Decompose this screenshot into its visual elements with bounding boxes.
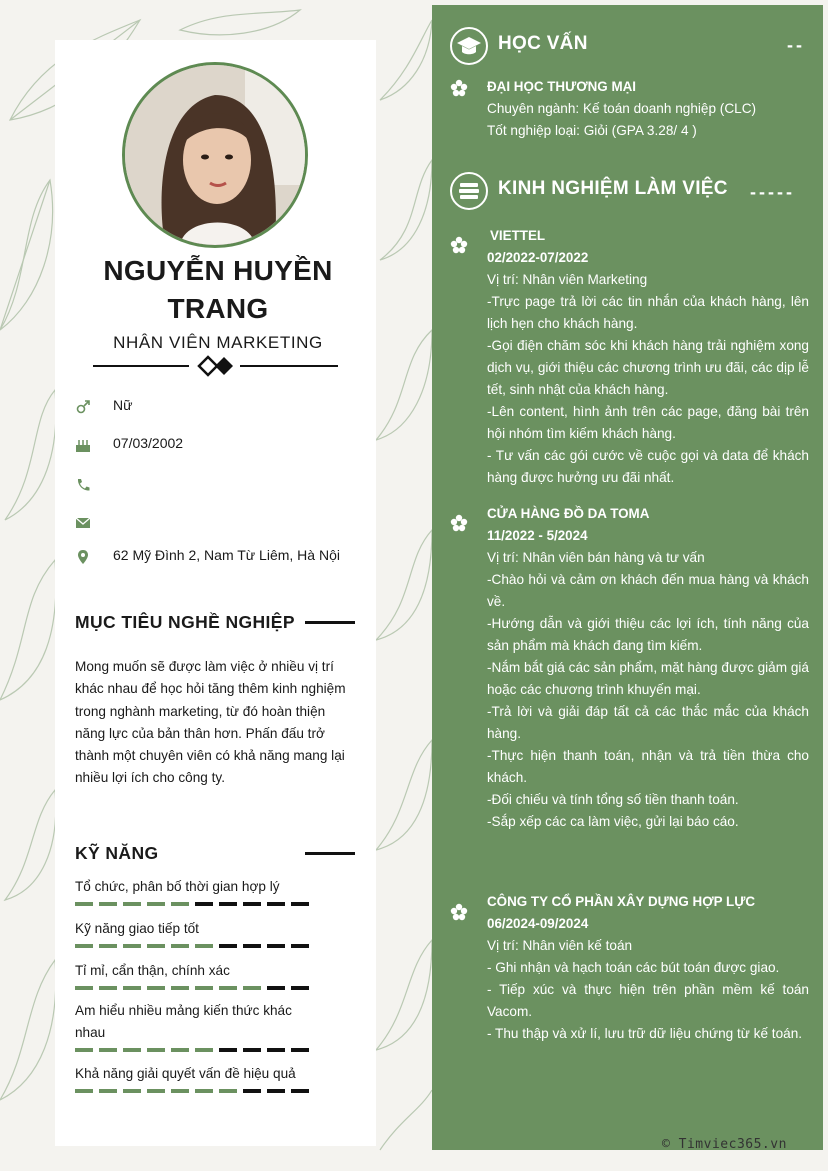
right-panel — [432, 5, 823, 1150]
skill-level-dash — [267, 986, 285, 990]
gender-icon — [75, 399, 91, 415]
email-row — [75, 513, 375, 533]
skill-level-dash — [123, 1048, 141, 1052]
job-duty: - Thu thập và xử lí, lưu trữ dữ liệu chứng từ kế toán. — [487, 1026, 803, 1041]
graduation-cap-icon — [450, 27, 488, 65]
skill-level-dash — [75, 902, 93, 906]
skill-level-dash — [99, 1048, 117, 1052]
objective-rule — [305, 621, 355, 624]
birthday-row — [75, 435, 375, 455]
skill-level-dash — [291, 902, 309, 906]
job-block — [487, 225, 809, 489]
skill-level-dash — [243, 1089, 261, 1093]
job-duty: -Hướng dẫn và giới thiệu các lợi ích, tính năng của sản phẩm mà khách đang tìm kiếm. — [487, 616, 809, 653]
skill-level-dash — [75, 1048, 93, 1052]
job-period: 11/2022 - 5/2024 — [487, 528, 588, 543]
diamond-ornament-icon — [197, 355, 235, 377]
flower-bullet-icon — [450, 79, 468, 97]
skill-level-dash — [291, 1089, 309, 1093]
skill-level-dash — [171, 986, 189, 990]
location-pin-icon — [75, 549, 91, 565]
job-duty: -Gọi điện chăm sóc khi khách hàng trải nghiệm xong dịch vụ, giới thiệu các chương trình ưu đãi, các dịp lễ tết, sinh nhật của khách hàng. — [487, 338, 809, 397]
skill-level-dash — [75, 986, 93, 990]
skill-level-dash — [123, 902, 141, 906]
birthday-value: 07/03/2002 — [113, 435, 184, 451]
skill-level-dash — [195, 902, 213, 906]
skill-level-bar — [75, 944, 310, 948]
job-duty: - Ghi nhận và hạch toán các bút toán được giao. — [487, 960, 780, 975]
job-block — [487, 503, 809, 833]
email-icon — [75, 515, 91, 531]
job-duty: -Thực hiện thanh toán, nhận và trả tiền thừa cho khách. — [487, 748, 809, 785]
skill-level-dash — [267, 902, 285, 906]
experience-title: KINH NGHIỆM LÀM VIỆC — [498, 178, 728, 199]
skill-level-dash — [75, 944, 93, 948]
skill-level-dash — [267, 944, 285, 948]
skill-level-dash — [219, 1089, 237, 1093]
books-icon-svg — [452, 174, 486, 208]
job-position: Vị trí: Nhân viên Marketing — [487, 272, 648, 287]
job-position: Vị trí: Nhân viên kế toán — [487, 938, 633, 953]
job-duty: -Trả lời và giải đáp tất cả các thắc mắc của khách hàng. — [487, 704, 809, 741]
skill-level-dash — [171, 902, 189, 906]
objective-title: MỤC TIÊU NGHỀ NGHIỆP — [75, 612, 295, 632]
skill-level-dash — [219, 944, 237, 948]
skill-item — [75, 960, 310, 990]
experience-dash: ----- — [750, 182, 795, 202]
divider-right — [240, 365, 338, 367]
skill-level-bar — [75, 902, 310, 906]
job-duty: -Chào hỏi và cảm ơn khách đến mua hàng và khách về. — [487, 572, 809, 609]
objective-text: Mong muốn sẽ được làm việc ở nhiều vị trí khác nhau để học hỏi tăng thêm kinh nghiệm trong nghành marketing, từ đó hoàn thiện năng lực của bản thân hơn. Phấn đấu trở thành một chuyên viên có khả năng mang lại nhiều lợi ích cho công ty. — [75, 659, 346, 786]
job-period: 02/2022-07/2022 — [487, 250, 589, 265]
skill-level-dash — [147, 944, 165, 948]
education-title: HỌC VẤN — [498, 33, 588, 54]
phone-icon — [75, 477, 91, 493]
flower-bullet-icon — [450, 514, 468, 532]
skill-level-dash — [243, 944, 261, 948]
education-block — [487, 76, 809, 142]
job-company: VIETTEL — [490, 228, 546, 243]
profile-photo-icon — [125, 65, 305, 245]
skill-level-dash — [147, 1089, 165, 1093]
skill-item — [75, 918, 310, 948]
skill-level-dash — [171, 944, 189, 948]
skill-item — [75, 1000, 310, 1052]
skill-level-dash — [243, 1048, 261, 1052]
avatar — [122, 62, 308, 248]
skill-level-dash — [267, 1048, 285, 1052]
full-name — [60, 252, 376, 328]
skill-level-dash — [147, 986, 165, 990]
divider-left — [93, 365, 189, 367]
skill-label: Am hiểu nhiều mảng kiến thức khác nhau — [75, 1003, 292, 1040]
skills-title: KỸ NĂNG — [75, 843, 159, 863]
skill-level-dash — [195, 986, 213, 990]
job-company: CỬA HÀNG ĐỒ DA TOMA — [487, 506, 650, 521]
skill-item — [75, 876, 310, 906]
footer-watermark: © Timviec365.vn — [662, 1137, 787, 1152]
skill-level-dash — [99, 986, 117, 990]
skill-label: Tỉ mỉ, cẩn thận, chính xác — [75, 963, 230, 978]
skill-level-dash — [99, 1089, 117, 1093]
skill-level-bar — [75, 1089, 310, 1093]
job-company: CÔNG TY CỔ PHẦN XÂY DỰNG HỢP LỰC — [487, 894, 756, 909]
skill-level-dash — [75, 1089, 93, 1093]
skill-level-dash — [195, 944, 213, 948]
skill-level-dash — [99, 944, 117, 948]
flower-bullet-icon — [450, 903, 468, 921]
skill-level-dash — [243, 986, 261, 990]
job-duty: -Lên content, hình ảnh trên các page, đăng bài trên hội nhóm tìm kiếm khách hàng. — [487, 404, 809, 441]
skill-level-dash — [147, 1048, 165, 1052]
skill-level-dash — [291, 944, 309, 948]
skill-level-dash — [123, 1089, 141, 1093]
job-position: Vị trí: Nhân viên bán hàng và tư vấn — [487, 550, 705, 565]
skill-level-dash — [171, 1089, 189, 1093]
gender-value: Nữ — [113, 397, 133, 413]
phone-row — [75, 475, 375, 495]
skill-level-dash — [219, 902, 237, 906]
books-icon — [450, 172, 488, 210]
skill-level-dash — [219, 986, 237, 990]
job-block — [487, 891, 809, 1045]
gender-row — [75, 397, 375, 417]
graduation-cap-icon-svg — [452, 29, 486, 63]
skill-level-dash — [99, 902, 117, 906]
job-duty: -Đối chiếu và tính tổng số tiền thanh toán. — [487, 792, 739, 807]
skill-label: Khả năng giải quyết vấn đề hiệu quả — [75, 1066, 296, 1081]
skill-level-dash — [291, 986, 309, 990]
education-major: Chuyên ngành: Kế toán doanh nghiệp (CLC) — [487, 101, 757, 116]
job-duty: -Sắp xếp các ca làm việc, gửi lại báo cáo. — [487, 814, 739, 829]
skill-level-dash — [243, 902, 261, 906]
skill-level-dash — [123, 986, 141, 990]
skill-label: Kỹ năng giao tiếp tốt — [75, 921, 199, 936]
skill-level-dash — [267, 1089, 285, 1093]
skill-label: Tổ chức, phân bố thời gian hợp lý — [75, 879, 280, 894]
skill-level-dash — [147, 902, 165, 906]
skill-level-dash — [219, 1048, 237, 1052]
job-duty: - Tư vấn các gói cước về cuộc gọi và data để khách hàng được hưởng ưu đãi nhất. — [487, 448, 809, 485]
job-duty: -Nắm bắt giá các sản phẩm, mặt hàng được giảm giá hoặc các chương trình khuyến mại. — [487, 660, 809, 697]
skill-item — [75, 1063, 310, 1093]
skill-level-dash — [123, 944, 141, 948]
education-school: ĐẠI HỌC THƯƠNG MẠI — [487, 79, 636, 94]
skill-level-dash — [171, 1048, 189, 1052]
skill-level-dash — [195, 1089, 213, 1093]
address-row — [75, 547, 375, 567]
job-duty: - Tiếp xúc và thực hiện trên phần mềm kế toán Vacom. — [487, 982, 809, 1019]
job-period: 06/2024-09/2024 — [487, 916, 589, 931]
name-line-1: NGUYỄN HUYỀN — [103, 255, 333, 286]
name-line-2: TRANG — [167, 293, 269, 324]
education-dash: -- — [787, 35, 805, 55]
job-title: NHÂN VIÊN MARKETING — [113, 333, 323, 352]
education-grade: Tốt nghiệp loại: Giỏi (GPA 3.28/ 4 ) — [487, 123, 697, 138]
skill-level-bar — [75, 986, 310, 990]
skills-rule — [305, 852, 355, 855]
flower-bullet-icon — [450, 236, 468, 254]
address-value: 62 Mỹ Đình 2, Nam Từ Liêm, Hà Nội — [113, 547, 340, 563]
skill-level-dash — [291, 1048, 309, 1052]
skill-level-bar — [75, 1048, 310, 1052]
job-duty: -Trực page trả lời các tin nhắn của khách hàng, lên lịch hẹn cho khách hàng. — [487, 294, 809, 331]
skill-level-dash — [195, 1048, 213, 1052]
birthday-cake-icon — [75, 437, 91, 453]
